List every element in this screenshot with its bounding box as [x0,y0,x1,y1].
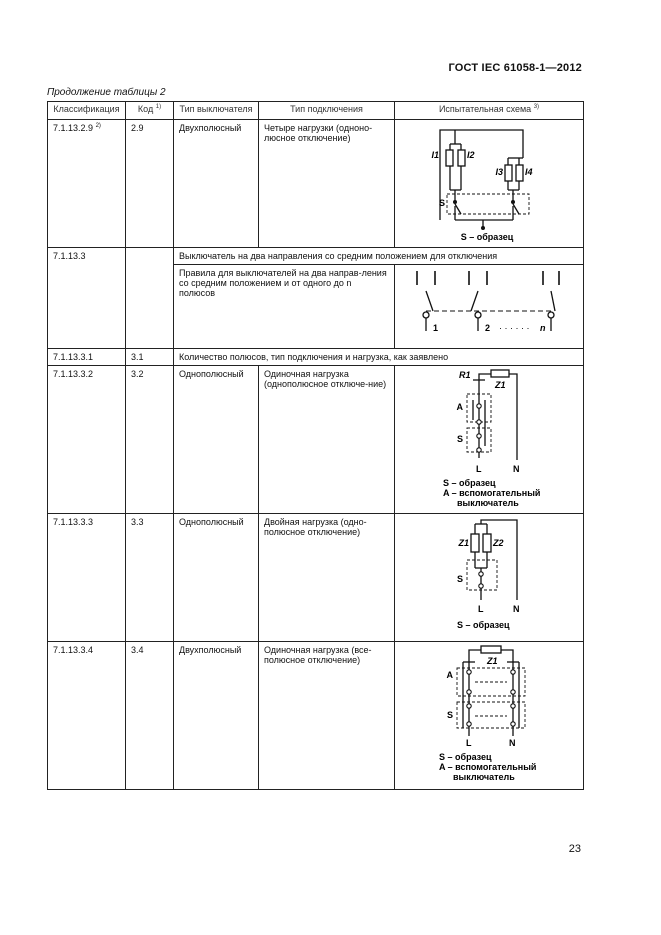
cell-switch-type: Однополюсный [174,514,259,642]
scheme-2-9 [395,120,583,246]
label-l: L [466,738,472,748]
table-row [48,514,584,642]
pole-2: 2 [485,323,491,333]
scheme-caption: S – образец [460,232,514,242]
col-switch-type: Тип выключателя [174,102,259,120]
cell-classification: 7.1.13.3.2 [48,366,126,514]
table-row [48,120,584,248]
table-row [48,642,584,790]
cell-rules-text: Правила для выключателей на два направ-ления со средним положением и от одного до n полюсов [174,265,395,349]
cell-span-text: Выключатель на два направления со средним положением для отключения [174,248,584,265]
label-i1: I1 [431,150,439,160]
col-test-scheme: Испытательная схема $^{3)}$ [395,102,584,120]
classification-table [47,101,584,790]
cell-scheme [395,642,584,790]
cell-connection: Одиночная нагрузка (однополюсное отключе-ние) [259,366,395,514]
cell-classification: 7.1.13.3.1 [48,349,126,366]
label-z1: Z1 [458,538,469,548]
label-s: S [456,574,463,584]
cell-scheme [395,265,584,349]
label-z1: Z1 [487,656,498,666]
standard-header: ГОСТ IEC 61058-1—2012 [448,62,582,74]
pole-dots: · · · · · · [499,323,530,333]
caption-line-3: выключатель [453,772,515,782]
table-row [48,248,584,265]
cell-classification: 7.1.13.2.9 $^{2)}$ [48,120,126,248]
cell-switch-type: Двухполюсный [174,120,259,248]
col-classification: Классификация [48,102,126,120]
scheme-3-3 [395,514,583,640]
label-a: A [456,402,463,412]
caption-line-2: A – вспомогательный [443,488,541,498]
label-a: A [446,670,453,680]
cell-switch-type: Однополюсный [174,366,259,514]
cell-code: 3.3 [126,514,174,642]
label-n: N [509,738,516,748]
label-l: L [476,464,482,474]
cell-connection: Одиночная нагрузка (все-полюсное отключение) [259,642,395,790]
cell-scheme [395,514,584,642]
cell-code: 3.1 [126,349,174,366]
pole-1: 1 [433,323,439,333]
label-n: N [513,604,520,614]
scheme-3-4 [395,642,583,788]
label-s: S [438,198,445,208]
label-i3: I3 [495,167,503,177]
pole-n: n [540,323,546,333]
cell-code: 3.4 [126,642,174,790]
cell-code: 2.9 [126,120,174,248]
cell-code: 3.2 [126,366,174,514]
cell-scheme [395,120,584,248]
scheme-caption: S – образец [457,620,510,630]
scheme-3-2 [395,366,583,512]
cell-code [126,248,174,349]
col-code: Код $^{1)}$ [126,102,174,120]
label-z2: Z2 [493,538,504,548]
label-i4: I4 [525,167,533,177]
cell-connection: Двойная нагрузка (одно-полюсное отключение) [259,514,395,642]
cell-classification: 7.1.13.3.3 [48,514,126,642]
table-row [48,366,584,514]
label-i2: I2 [467,150,475,160]
cell-classification: 7.1.13.3.4 [48,642,126,790]
label-n: N [513,464,520,474]
cell-scheme [395,366,584,514]
cell-span-text: Количество полюсов, тип подключения и нагрузка, как заявлено [174,349,584,366]
label-l: L [478,604,484,614]
table-header-row [48,102,584,120]
caption-line-3: выключатель [457,498,519,508]
caption-line-1: S – образец [439,752,492,762]
cell-switch-type: Двухполюсный [174,642,259,790]
table-caption: Продолжение таблицы 2 [47,87,166,98]
caption-line-2: A – вспомогательный [439,762,537,772]
label-s: S [456,434,463,444]
col-connection-type: Тип подключения [259,102,395,120]
caption-line-1: S – образец [443,478,496,488]
scheme-3-1-3 [395,265,583,347]
label-z1: Z1 [495,380,506,390]
page-number: 23 [568,843,581,855]
label-s: S [446,710,453,720]
table-row [48,349,584,366]
cell-classification: 7.1.13.3 [48,248,126,349]
cell-connection: Четыре нагрузки (одноно-люсное отключение) [259,120,395,248]
label-r1: R1 [459,370,471,380]
